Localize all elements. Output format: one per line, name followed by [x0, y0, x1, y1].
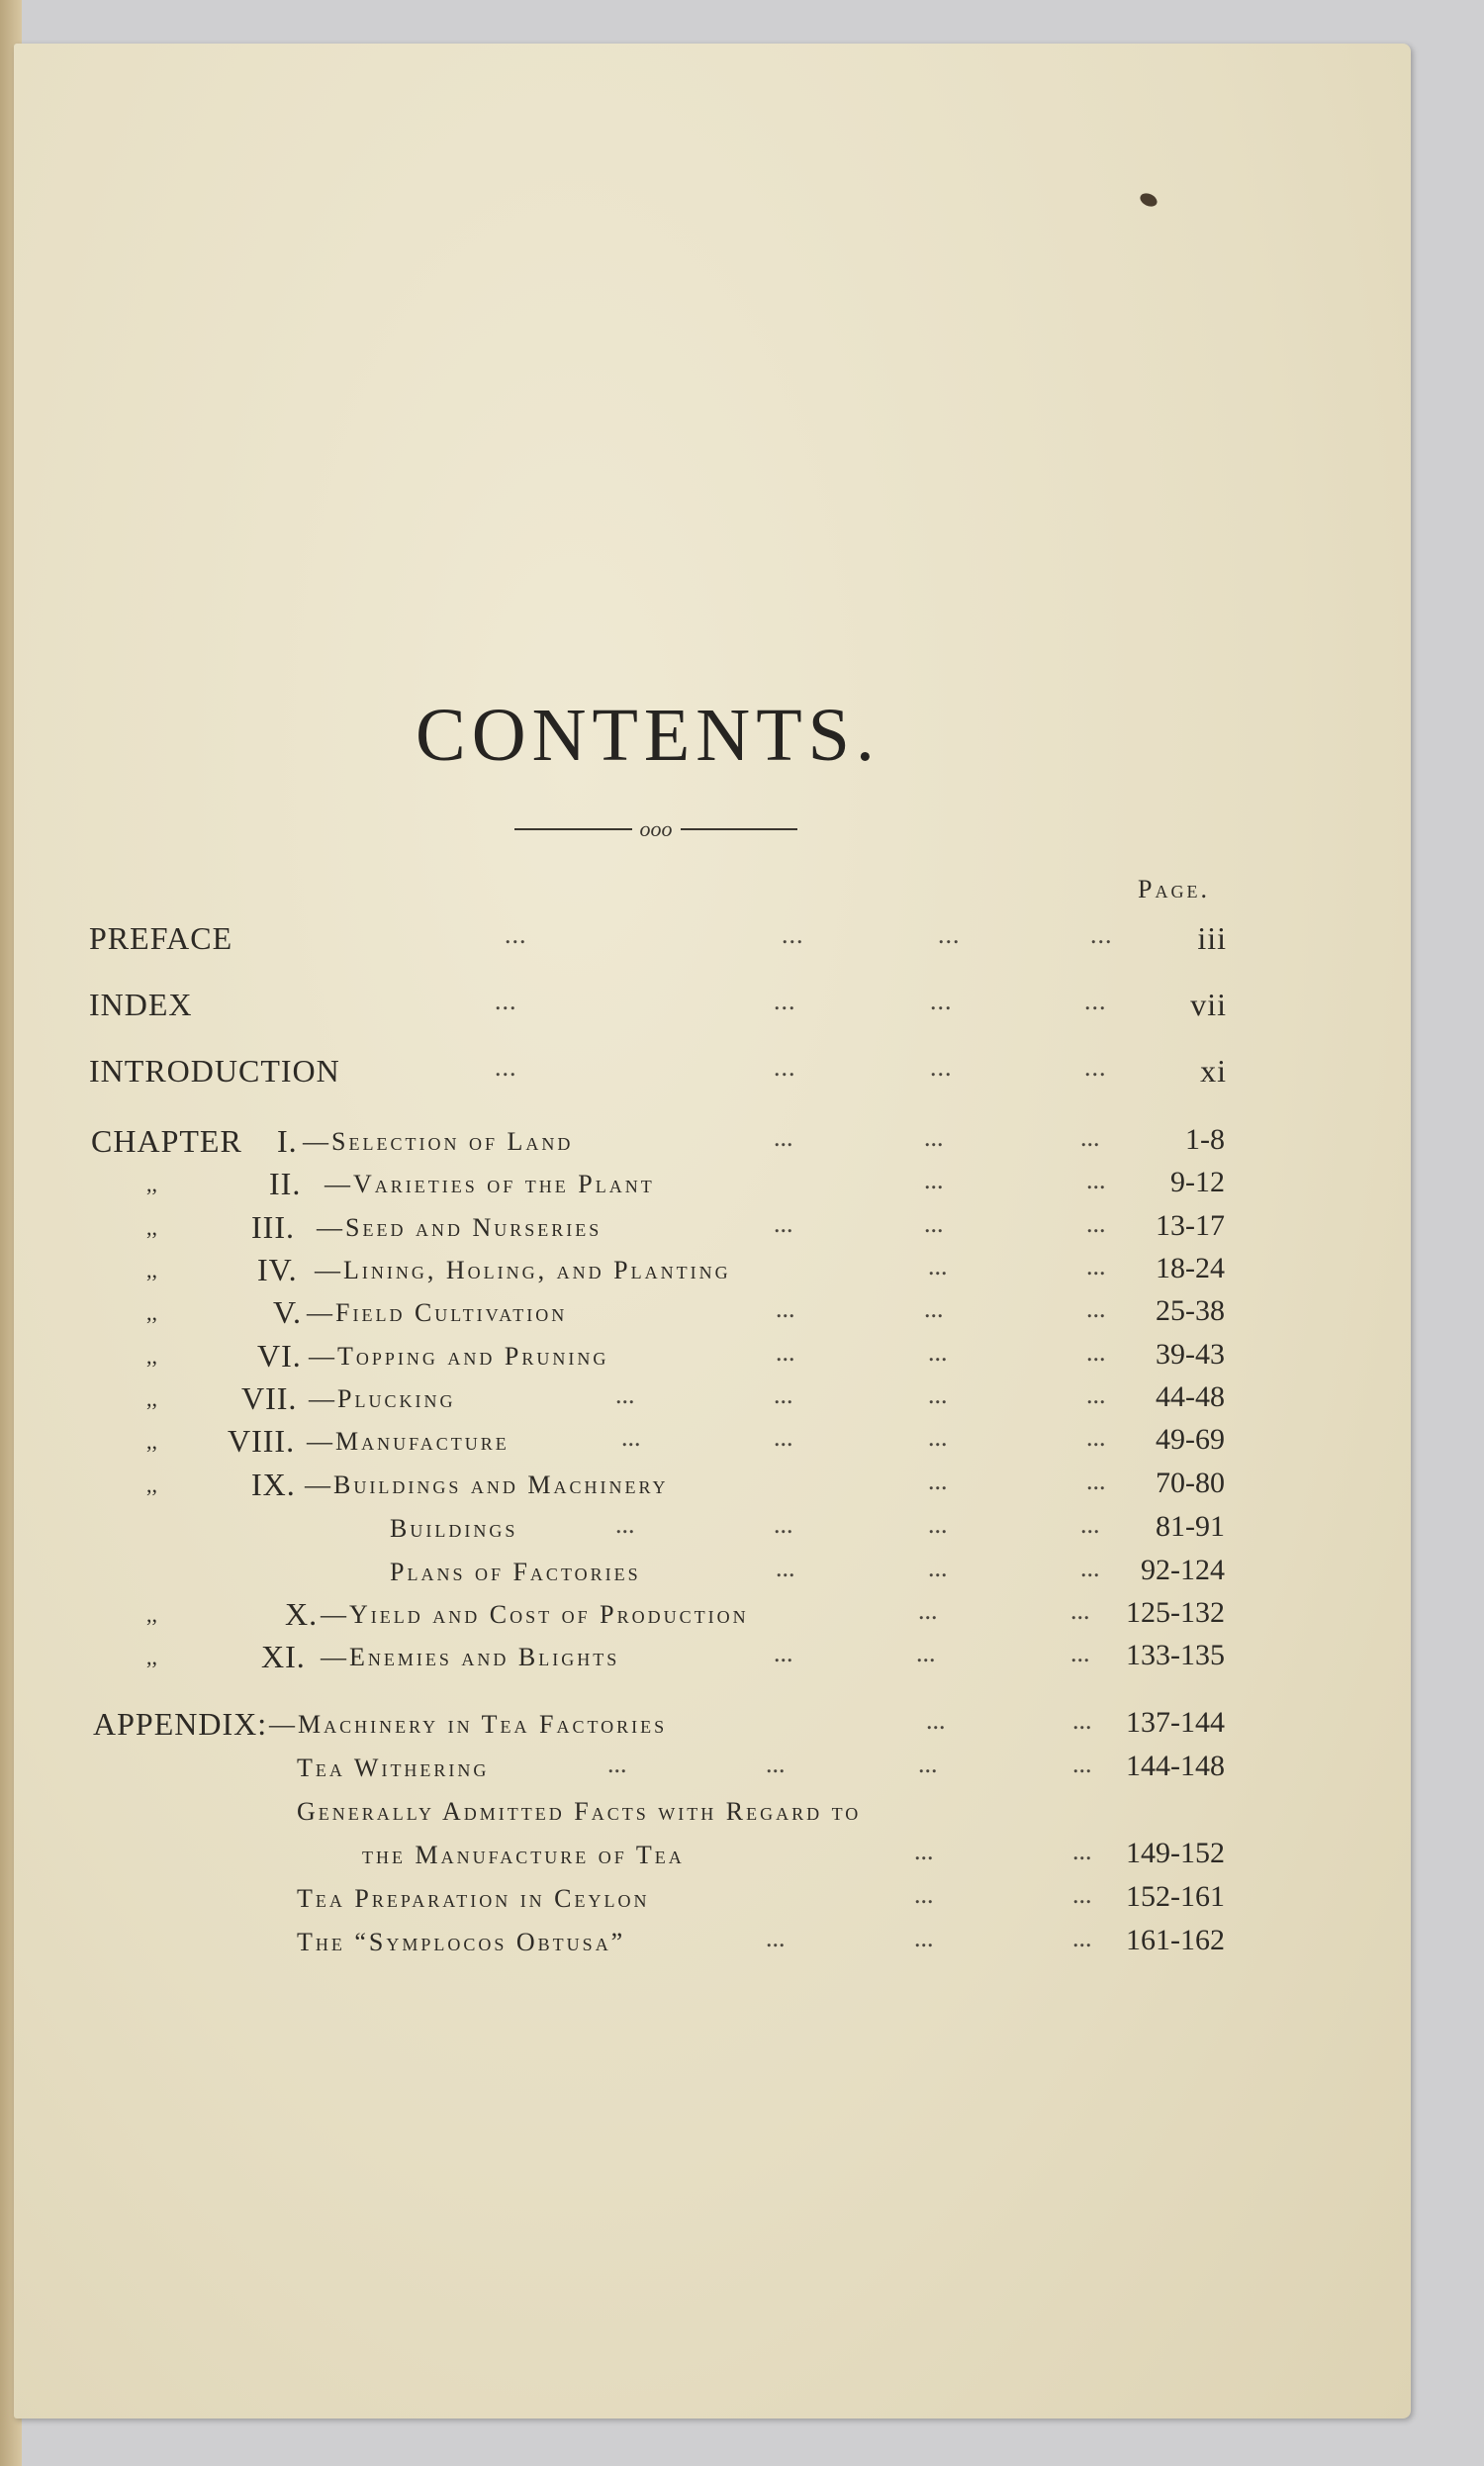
leader-dots: ...: [1072, 1880, 1092, 1909]
leader-dots: ...: [1080, 1123, 1100, 1152]
leader-dots: ...: [621, 1423, 641, 1452]
chapter-number: IX.: [251, 1467, 296, 1502]
chapter-page: 39-43: [1156, 1338, 1225, 1371]
leader-dots: ...: [930, 987, 953, 1015]
appendix-title: Generally Admitted Facts with Regard to: [297, 1797, 862, 1826]
section-page: 81-91: [1156, 1510, 1225, 1543]
ditto-mark: ,,: [146, 1645, 157, 1669]
ditto-mark: ,,: [146, 1602, 157, 1627]
leader-dots: ...: [916, 1639, 936, 1667]
leader-dots: ...: [928, 1338, 948, 1367]
chapter-number: III.: [251, 1209, 295, 1245]
leader-dots: ...: [1086, 1294, 1106, 1323]
leader-dots: ...: [495, 987, 517, 1015]
chapter-page: 133-135: [1126, 1639, 1225, 1671]
toc-row-chapter-9: [91, 1467, 1225, 1506]
chapter-title: —Manufacture: [307, 1427, 510, 1456]
leader-dots: ...: [774, 1639, 793, 1667]
leader-dots: ...: [1080, 1554, 1100, 1582]
leader-dots: ...: [928, 1510, 948, 1539]
toc-row-chapter-8: [91, 1423, 1225, 1463]
leader-dots: ...: [1086, 1166, 1106, 1194]
toc-row-chapter-5: [91, 1294, 1225, 1334]
leader-dots: ...: [918, 1596, 938, 1625]
leader-dots: ...: [914, 1924, 934, 1952]
leader-dots: ...: [1072, 1706, 1092, 1735]
chapter-title: —Topping and Pruning: [309, 1342, 609, 1371]
chapter-number: XI.: [261, 1639, 306, 1674]
toc-label: PREFACE: [89, 920, 233, 956]
toc-row-appendix-2: [93, 1750, 1225, 1789]
appendix-page: 144-148: [1126, 1750, 1225, 1782]
leader-dots: ...: [930, 1053, 953, 1082]
appendix-title: Tea Withering: [297, 1754, 490, 1782]
appendix-title: The “Symplocos Obtusa”: [297, 1928, 626, 1956]
toc-row-chapter-6: [91, 1338, 1225, 1377]
toc-row-chapter-4: [91, 1252, 1225, 1291]
leader-dots: ...: [615, 1510, 635, 1539]
leader-dots: ...: [938, 920, 961, 949]
chapter-page: 13-17: [1156, 1209, 1225, 1242]
section-title: Plans of Factories: [390, 1558, 641, 1586]
chapter-number: V.: [273, 1294, 302, 1330]
leader-dots: ...: [1070, 1639, 1090, 1667]
leader-dots: ...: [924, 1209, 944, 1238]
toc-page: vii: [1190, 987, 1227, 1022]
page-title: CONTENTS.: [416, 694, 881, 777]
leader-dots: ...: [782, 920, 804, 949]
appendix-page: 149-152: [1126, 1837, 1225, 1869]
chapter-title: —Field Cultivation: [307, 1298, 568, 1327]
divider-line-right: [681, 828, 798, 830]
chapter-page: 70-80: [1156, 1467, 1225, 1499]
ditto-mark: ,,: [146, 1472, 157, 1497]
leader-dots: ...: [774, 1423, 793, 1452]
chapter-number: II.: [269, 1166, 302, 1201]
chapter-title: —Buildings and Machinery: [305, 1470, 669, 1499]
chapter-page: 1-8: [1185, 1123, 1225, 1156]
appendix-page: 161-162: [1126, 1924, 1225, 1956]
leader-dots: ...: [928, 1554, 948, 1582]
leader-dots: ...: [774, 1209, 793, 1238]
chapter-page: 125-132: [1126, 1596, 1225, 1629]
leader-dots: ...: [1072, 1750, 1092, 1778]
leader-dots: ...: [924, 1166, 944, 1194]
ditto-mark: ,,: [146, 1172, 157, 1196]
leader-dots: ...: [774, 1380, 793, 1409]
ink-stain: [1138, 191, 1159, 209]
leader-dots: ...: [776, 1294, 795, 1323]
leader-dots: ...: [1090, 920, 1113, 949]
leader-dots: ...: [924, 1123, 944, 1152]
leader-dots: ...: [918, 1750, 938, 1778]
toc-row-appendix-5: [93, 1880, 1225, 1920]
leader-dots: ...: [774, 1053, 796, 1082]
toc-row-appendix-6: [93, 1924, 1225, 1963]
chapter-title: —Selection of Land: [303, 1127, 574, 1156]
title-divider: [514, 817, 797, 841]
chapter-number: VI.: [257, 1338, 302, 1374]
leader-dots: ...: [1072, 1837, 1092, 1865]
leader-dots: ...: [1086, 1209, 1106, 1238]
toc-row-chapter-1: [91, 1123, 1225, 1163]
chapter-title: —Yield and Cost of Production: [321, 1600, 749, 1629]
toc-label: INTRODUCTION: [89, 1053, 340, 1089]
chapter-word: CHAPTER: [91, 1123, 242, 1159]
ditto-mark: ,,: [146, 1386, 157, 1411]
leader-dots: ...: [928, 1423, 948, 1452]
toc-row-chapter-10: [91, 1596, 1225, 1636]
appendix-title: Tea Preparation in Ceylon: [297, 1884, 650, 1913]
section-page: 92-124: [1141, 1554, 1225, 1586]
leader-dots: ...: [766, 1750, 786, 1778]
leader-dots: ...: [1084, 987, 1107, 1015]
toc-page: xi: [1200, 1053, 1227, 1089]
leader-dots: ...: [776, 1554, 795, 1582]
toc-row-appendix-3: [93, 1793, 1225, 1833]
leader-dots: ...: [1070, 1596, 1090, 1625]
leader-dots: ...: [505, 920, 527, 949]
chapter-number: X.: [285, 1596, 319, 1632]
leader-dots: ...: [774, 1123, 793, 1152]
appendix-title: —Machinery in Tea Factories: [269, 1710, 668, 1739]
toc-row-chapter-3: [91, 1209, 1225, 1249]
chapter-page: 49-69: [1156, 1423, 1225, 1456]
leader-dots: ...: [914, 1880, 934, 1909]
appendix-page: 137-144: [1126, 1706, 1225, 1739]
toc-row-preface: [89, 920, 1227, 960]
leader-dots: ...: [1072, 1924, 1092, 1952]
chapter-title: —Varieties of the Plant: [325, 1170, 655, 1198]
toc-row-index: [89, 987, 1227, 1026]
leader-dots: ...: [1086, 1338, 1106, 1367]
chapter-number: IV.: [257, 1252, 298, 1287]
ditto-mark: ,,: [146, 1215, 157, 1240]
toc-row-buildings: [91, 1510, 1225, 1550]
divider-line-left: [514, 828, 632, 830]
toc-row-chapter-2: [91, 1166, 1225, 1205]
appendix-title: the Manufacture of Tea: [362, 1841, 685, 1869]
leader-dots: ...: [1086, 1423, 1106, 1452]
toc-row-appendix-1: [93, 1706, 1225, 1746]
leader-dots: ...: [774, 1510, 793, 1539]
chapter-page: 9-12: [1170, 1166, 1225, 1198]
chapter-title: —Seed and Nurseries: [317, 1213, 603, 1242]
leader-dots: ...: [928, 1252, 948, 1280]
ditto-mark: ,,: [146, 1429, 157, 1454]
ditto-mark: ,,: [146, 1344, 157, 1369]
leader-dots: ...: [928, 1380, 948, 1409]
chapter-title: —Lining, Holing, and Planting: [315, 1256, 731, 1284]
leader-dots: ...: [1086, 1467, 1106, 1495]
leader-dots: ...: [1086, 1380, 1106, 1409]
toc-row-appendix-4: [93, 1837, 1225, 1876]
leader-dots: ...: [607, 1750, 627, 1778]
ditto-mark: ,,: [146, 1258, 157, 1282]
leader-dots: ...: [1084, 1053, 1107, 1082]
section-title: Buildings: [390, 1514, 518, 1543]
leader-dots: ...: [914, 1837, 934, 1865]
page-column-header: Page.: [1138, 875, 1210, 903]
ditto-mark: ,,: [146, 1300, 157, 1325]
chapter-number: VII.: [241, 1380, 298, 1416]
divider-ornament: ooo: [639, 816, 673, 841]
appendix-word: APPENDIX:: [93, 1706, 268, 1742]
toc-page: iii: [1197, 920, 1227, 956]
chapter-title: —Enemies and Blights: [321, 1643, 620, 1671]
chapter-title: —Plucking: [309, 1384, 456, 1413]
leader-dots: ...: [776, 1338, 795, 1367]
leader-dots: ...: [1080, 1510, 1100, 1539]
leader-dots: ...: [774, 987, 796, 1015]
leader-dots: ...: [615, 1380, 635, 1409]
leader-dots: ...: [924, 1294, 944, 1323]
toc-row-chapter-11: [91, 1639, 1225, 1678]
leader-dots: ...: [1086, 1252, 1106, 1280]
chapter-page: 25-38: [1156, 1294, 1225, 1327]
toc-row-plans-of-factories: [91, 1554, 1225, 1593]
leader-dots: ...: [766, 1924, 786, 1952]
leader-dots: ...: [495, 1053, 517, 1082]
chapter-number: VIII.: [228, 1423, 296, 1459]
chapter-number: I.: [277, 1123, 298, 1159]
toc-label: INDEX: [89, 987, 193, 1022]
appendix-page: 152-161: [1126, 1880, 1225, 1913]
toc-row-introduction: [89, 1053, 1227, 1092]
chapter-page: 44-48: [1156, 1380, 1225, 1413]
leader-dots: ...: [926, 1706, 946, 1735]
toc-row-chapter-7: [91, 1380, 1225, 1420]
chapter-page: 18-24: [1156, 1252, 1225, 1284]
leader-dots: ...: [928, 1467, 948, 1495]
